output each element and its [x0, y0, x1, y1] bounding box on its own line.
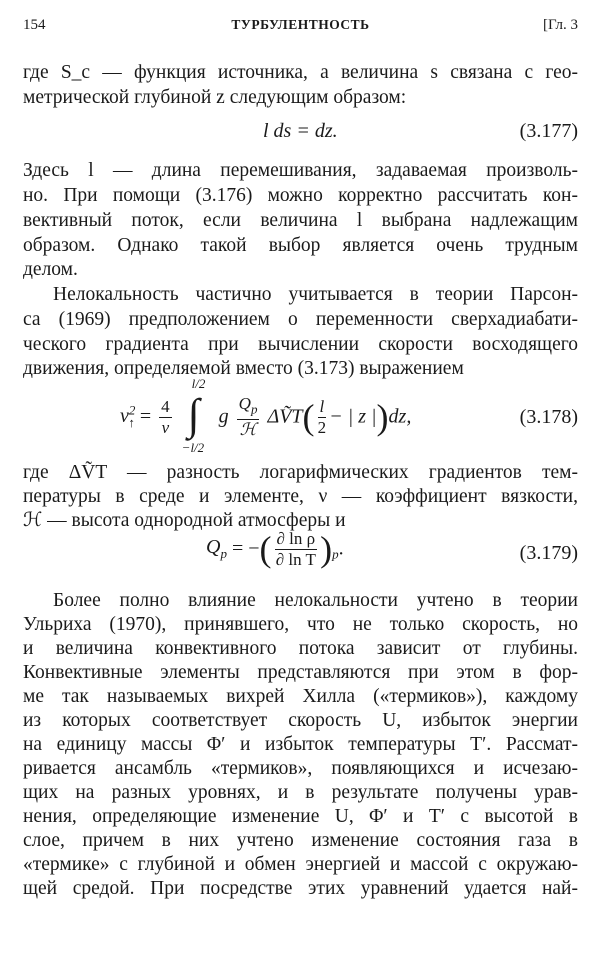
eq-lhs: $v^2_↑$	[120, 402, 136, 431]
text-line: делом.	[23, 259, 78, 280]
text-line: са (1969) предположением о переменности сверхадиабати-	[23, 309, 578, 330]
equation-3-178	[23, 376, 578, 462]
eq-l-over-2: $\frac{l}{2}$	[317, 396, 327, 437]
text-line: из которых соответствует скорость U, избыток энергии	[23, 710, 578, 731]
text-line: ℋ — высота однородной атмосферы и	[23, 510, 346, 531]
text-line: Более полно влияние нелокальности учтено в теории	[53, 590, 578, 611]
text-line: щей средой. При посредстве этих уравнений удается най-	[23, 878, 578, 899]
equation-body: l ds = dz.	[263, 120, 338, 142]
text-line: Здесь l — длина перемешивания, задаваемая произволь-	[23, 160, 578, 181]
eq-q-over-h: $\frac{Q_p}{\text{ℋ}}$	[238, 393, 258, 440]
equation-3-177	[23, 120, 578, 146]
text-line: ческого градиента при вычислении скорости восходящего	[23, 334, 578, 355]
text-line: пературы в среде и элементе, ν — коэффициент вязкости,	[23, 486, 578, 507]
text-line: и величина конвективного потока зависит от глубины.	[23, 638, 578, 659]
text-line: Конвективные элементы представляются при этом в фор-	[23, 662, 578, 683]
text-line: вективный поток, если величина l выбрана надлежащим	[23, 210, 578, 231]
equation-body: $Q_p$ = −( $\frac{\text{∂ ln ρ}}{\text{∂ ln T}}$ )$_p$.	[206, 528, 344, 569]
text-line: но. При помощи (3.176) можно корректно рассчитать кон-	[23, 185, 578, 206]
text-line: Ульриха (1970), принявшего, что не только скорость, но	[23, 614, 578, 635]
text-line: где S_c — функция источника, а величина s связана с гео-	[23, 62, 578, 83]
text-line: образом. Однако такой выбор является очень трудным	[23, 235, 578, 256]
text-line: где ΔṼT — разность логарифмических градиентов тем-	[23, 462, 578, 483]
equation-3-179	[23, 528, 578, 584]
equation-body: $v^2_↑$ = $\frac{4}{\nu}$ l/2 ∫ −l/2 g $\frac{Q_p}{\text{ℋ}}$ ΔṼT( $\frac{l}{2}$ − | z |)dz,	[120, 376, 412, 455]
integral-sign: l/2 ∫ −l/2	[181, 376, 206, 455]
text-line: щих на разных уровнях, и в результате получены урав-	[23, 782, 578, 803]
text-line: ме так называемых вихрей Хилла («термиков»), каждому	[23, 686, 578, 707]
equation-number: (3.179)	[519, 542, 578, 564]
chapter-label: [Гл. 3	[542, 17, 578, 33]
text-line: на единицу массы Φ′ и избыток температуры T′. Рассмат-	[23, 734, 578, 755]
text-line: нения, определяющие изменение U, Φ′ и T′ с высотой в	[23, 806, 578, 827]
text-line: Нелокальность частично учитывается в теории Парсон-	[53, 284, 578, 305]
eq-coefficient: $\frac{4}{\nu}$	[161, 396, 170, 437]
equation-number: (3.177)	[519, 120, 578, 142]
text-line: слое, причем в них учтено изменение состояния газа в	[23, 830, 578, 851]
eq-partial-fraction: $\frac{\text{∂ ln ρ}}{\text{∂ ln T}}$	[275, 528, 316, 569]
text-line: ривается ансамбль «термиков», появляющихся и исчезаю-	[23, 758, 578, 779]
equation-number: (3.178)	[519, 406, 578, 428]
text-line: движения, определяемой вместо (3.173) выражением	[23, 358, 464, 379]
text-line: «термике» с глубиной и обмен энергией и массой с окружаю-	[23, 854, 578, 875]
page-number: 154	[23, 17, 46, 33]
running-title: ТУРБУЛЕНТНОСТЬ	[231, 17, 370, 32]
running-header	[23, 17, 578, 39]
text-line: метрической глубиной z следующим образом:	[23, 87, 407, 108]
